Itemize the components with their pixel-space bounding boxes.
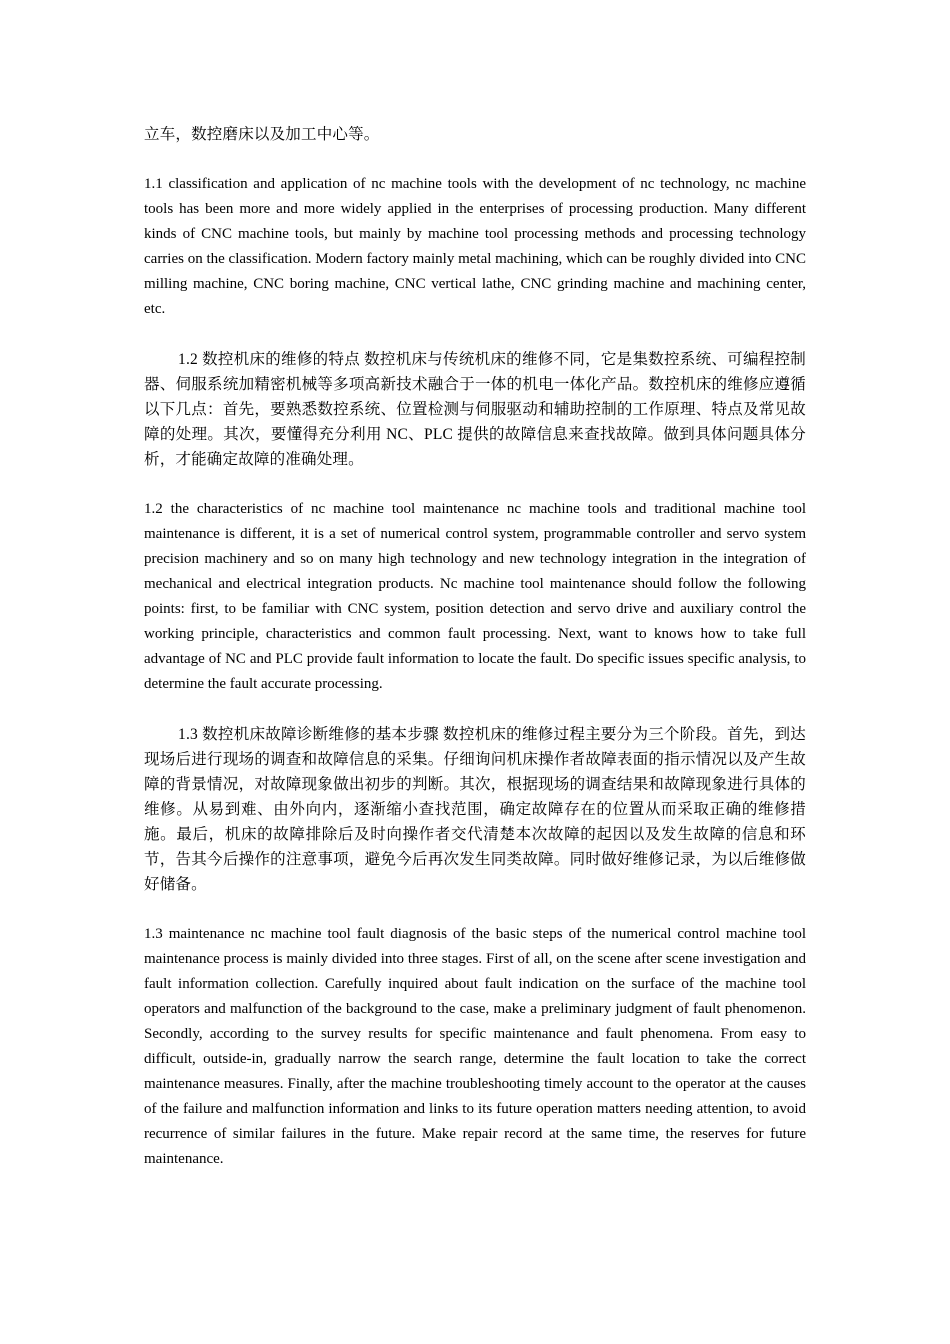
paragraph-zh-continuation: 立车，数控磨床以及加工中心等。 [144,126,380,143]
paragraph-en-1-2: 1.2 the characteristics of nc machine tool maintenance nc machine tools and traditional machine tool maintenance is different, it is a set of numerical control system, programmable controller and servo system precision machinery and so on many high technology and new technology integration in the integration of mechanical and electrical integration products. Nc machine tool maintenance should follow the following points: first, to be familiar with CNC system, position detection and servo drive and auxiliary control the working principle, characteristics and common fault processing. Next, want to knows how to take full advantage of NC and PLC provide fault information to locate the fault. Do specific issues specific analysis, to determine the fault accurate processing. [144,501,806,692]
document-page [144,122,806,1197]
paragraph-en-1-3: 1.3 maintenance nc machine tool fault diagnosis of the basic steps of the numerical control machine tool maintenance process is mainly divided into three stages. First of all, on the scene after scene investigation and fault information collection. Carefully inquired about fault indication on the surface of the machine tool operators and malfunction of the background to the case, make a preliminary judgment of fault phenomenon. Secondly, according to the survey results for specific maintenance and fault phenomena. From easy to difficult, outside-in, gradually narrow the search range, determine the fault location to take the correct maintenance measures. Finally, after the machine troubleshooting timely account to the operator at the causes of the failure and malfunction information and links to its future operation matters needing attention, to avoid recurrence of similar failures in the future. Make repair record at the same time, the reserves for future maintenance. [144,926,806,1167]
paragraph-zh-1-2: 1.2 数控机床的维修的特点 数控机床与传统机床的维修不同，它是集数控系统、可编程控制器、伺服系统加精密机械等多项高新技术融合于一体的机电一体化产品。数控机床的维修应遵循以下几点：首先，要熟悉数控系统、位置检测与伺服驱动和辅助控制的工作原理、特点及常见故障的处理。其次，要懂得充分利用 NC、PLC 提供的故障信息来查找故障。做到具体问题具体分析，才能确定故障的准确处理。 [144,351,806,468]
paragraph-zh-1-3: 1.3 数控机床故障诊断维修的基本步骤 数控机床的维修过程主要分为三个阶段。首先，到达现场后进行现场的调查和故障信息的采集。仔细询问机床操作者故障表面的指示情况以及产生故障的背景情况，对故障现象做出初步的判断。其次，根据现场的调查结果和故障现象进行具体的维修。从易到难、由外向内，逐渐缩小查找范围，确定故障存在的位置从而采取正确的维修措施。最后，机床的故障排除后及时向操作者交代清楚本次故障的起因以及发生故障的信息和环节，告其今后操作的注意事项，避免今后再次发生同类故障。同时做好维修记录，为以后维修做好储备。 [144,726,806,893]
paragraph-en-1-1: 1.1 classification and application of nc machine tools with the development of nc technology, nc machine tools has been more and more widely applied in the enterprises of processing production. Many different kinds of CNC machine tools, but mainly by machine tool processing methods and processing technology carries on the classification. Modern factory mainly metal machining, which can be roughly divided into CNC milling machine, CNC boring machine, CNC vertical lathe, CNC grinding machine and machining center, etc. [144,176,806,317]
